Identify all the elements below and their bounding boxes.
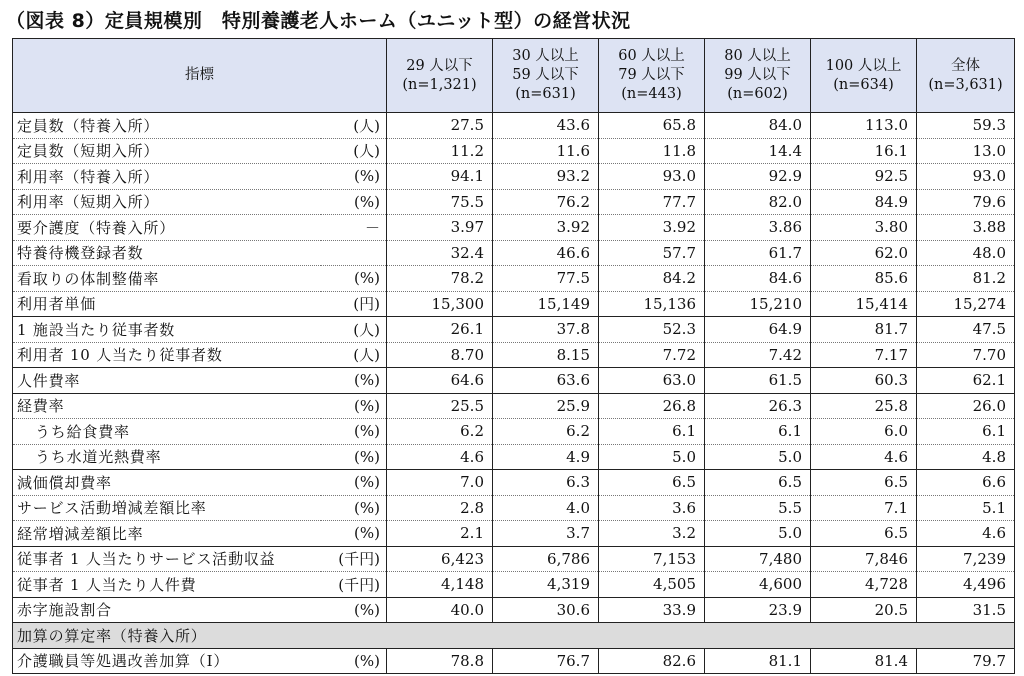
value-cell: 7,846 (811, 546, 917, 572)
value-cell: 7,480 (705, 546, 811, 572)
value-cell: 14.4 (705, 138, 811, 164)
value-cell: 27.5 (387, 113, 493, 139)
row-label: 従事者 1 人当たり人件費 (13, 572, 321, 598)
value-cell: 79.6 (917, 189, 1015, 215)
value-cell: 20.5 (811, 597, 917, 623)
value-cell: 76.2 (493, 189, 599, 215)
value-cell: 32.4 (387, 240, 493, 266)
value-cell: 11.8 (599, 138, 705, 164)
value-cell: 7.70 (917, 342, 1015, 368)
value-cell: 15,300 (387, 291, 493, 317)
value-cell: 65.8 (599, 113, 705, 139)
indicator-header: 指標 (13, 39, 387, 113)
value-cell: 64.9 (705, 317, 811, 343)
value-cell: 2.1 (387, 521, 493, 547)
value-cell: 113.0 (811, 113, 917, 139)
value-cell: 57.7 (599, 240, 705, 266)
value-cell: 25.5 (387, 393, 493, 419)
value-cell: 84.2 (599, 266, 705, 292)
row-label: 看取りの体制整備率 (13, 266, 321, 292)
table-row (13, 648, 1015, 674)
row-unit: (千円) (321, 572, 387, 598)
column-header-line: (n=1,321) (402, 76, 477, 93)
column-header (599, 39, 705, 113)
value-cell: 85.6 (811, 266, 917, 292)
table-row (13, 266, 1015, 292)
column-header (917, 39, 1015, 113)
row-unit: (%) (321, 189, 387, 215)
value-cell: 52.3 (599, 317, 705, 343)
row-unit: (人) (321, 113, 387, 139)
table-row (13, 138, 1015, 164)
row-unit: (千円) (321, 546, 387, 572)
value-cell: 11.2 (387, 138, 493, 164)
value-cell: 23.9 (705, 597, 811, 623)
value-cell: 26.1 (387, 317, 493, 343)
row-unit: (%) (321, 470, 387, 496)
value-cell: 43.6 (493, 113, 599, 139)
value-cell: 93.2 (493, 164, 599, 190)
value-cell: 4,496 (917, 572, 1015, 598)
value-cell: 7.1 (811, 495, 917, 521)
value-cell: 93.0 (917, 164, 1015, 190)
row-label: 従事者 1 人当たりサービス活動収益 (13, 546, 321, 572)
section-row (13, 623, 1015, 649)
row-label: 利用率（特養入所） (13, 164, 321, 190)
column-header (811, 39, 917, 113)
row-label: 介護職員等処遇改善加算（Ⅰ） (13, 648, 321, 674)
page-title: （図表 8）定員規模別 特別養護老人ホーム（ユニット型）の経営状況 (6, 10, 631, 32)
row-label: 特養待機登録者数 (13, 240, 321, 266)
table-row (13, 113, 1015, 139)
value-cell: 59.3 (917, 113, 1015, 139)
value-cell: 11.6 (493, 138, 599, 164)
table-row (13, 419, 1015, 445)
column-header-line: (n=602) (727, 86, 788, 102)
column-header-line: 30 人以上 (512, 48, 579, 64)
header-row (13, 39, 1015, 113)
value-cell: 15,136 (599, 291, 705, 317)
management-table (12, 38, 1015, 674)
table-row (13, 317, 1015, 343)
column-header-line: (n=3,631) (928, 76, 1003, 93)
column-header-line: 80 人以上 (724, 48, 791, 64)
value-cell: 81.2 (917, 266, 1015, 292)
table-row (13, 521, 1015, 547)
value-cell: 81.4 (811, 648, 917, 674)
value-cell: 92.9 (705, 164, 811, 190)
column-header-line: (n=634) (833, 76, 894, 93)
value-cell: 6.5 (599, 470, 705, 496)
value-cell: 25.8 (811, 393, 917, 419)
table-row (13, 470, 1015, 496)
value-cell: 84.0 (705, 113, 811, 139)
value-cell: 82.0 (705, 189, 811, 215)
row-label: 定員数（特養入所） (13, 113, 321, 139)
value-cell: 25.9 (493, 393, 599, 419)
column-header (387, 39, 493, 113)
value-cell: 13.0 (917, 138, 1015, 164)
table-row (13, 240, 1015, 266)
column-header-line: 全体 (951, 57, 980, 74)
table-row (13, 291, 1015, 317)
row-unit: (%) (321, 444, 387, 470)
value-cell: 6.5 (811, 470, 917, 496)
value-cell: 4.6 (917, 521, 1015, 547)
value-cell: 6.5 (811, 521, 917, 547)
column-header-line: 60 人以上 (618, 48, 685, 64)
value-cell: 3.86 (705, 215, 811, 241)
value-cell: 33.9 (599, 597, 705, 623)
value-cell: 2.8 (387, 495, 493, 521)
row-unit: (%) (321, 393, 387, 419)
value-cell: 81.7 (811, 317, 917, 343)
value-cell: 78.2 (387, 266, 493, 292)
row-unit: (%) (321, 495, 387, 521)
table-row (13, 189, 1015, 215)
value-cell: 77.5 (493, 266, 599, 292)
value-cell: 93.0 (599, 164, 705, 190)
value-cell: 6,786 (493, 546, 599, 572)
value-cell: 6.1 (599, 419, 705, 445)
row-label: 要介護度（特養入所） (13, 215, 321, 241)
value-cell: 3.80 (811, 215, 917, 241)
row-unit: (人) (321, 342, 387, 368)
value-cell: 5.0 (705, 444, 811, 470)
value-cell: 4.8 (917, 444, 1015, 470)
row-unit: (円) (321, 291, 387, 317)
value-cell: 3.92 (493, 215, 599, 241)
value-cell: 15,149 (493, 291, 599, 317)
value-cell: 92.5 (811, 164, 917, 190)
value-cell: 4,319 (493, 572, 599, 598)
row-unit: (人) (321, 138, 387, 164)
table-row (13, 495, 1015, 521)
row-label: 利用者 10 人当たり従事者数 (13, 342, 321, 368)
table-row (13, 164, 1015, 190)
row-unit: (%) (321, 419, 387, 445)
value-cell: 15,414 (811, 291, 917, 317)
row-unit: (%) (321, 368, 387, 394)
column-header-line: 79 人以下 (618, 67, 685, 83)
value-cell: 7,153 (599, 546, 705, 572)
value-cell: 5.5 (705, 495, 811, 521)
value-cell: 62.1 (917, 368, 1015, 394)
value-cell: 46.6 (493, 240, 599, 266)
value-cell: 7.42 (705, 342, 811, 368)
value-cell: 4.6 (811, 444, 917, 470)
value-cell: 6,423 (387, 546, 493, 572)
row-unit: (%) (321, 164, 387, 190)
column-header-line: 99 人以下 (724, 67, 791, 83)
value-cell: 4.6 (387, 444, 493, 470)
table-row (13, 215, 1015, 241)
value-cell: 63.6 (493, 368, 599, 394)
value-cell: 3.2 (599, 521, 705, 547)
value-cell: 5.0 (705, 521, 811, 547)
value-cell: 60.3 (811, 368, 917, 394)
row-unit: (%) (321, 648, 387, 674)
row-label: 利用者単価 (13, 291, 321, 317)
value-cell: 3.7 (493, 521, 599, 547)
value-cell: 8.15 (493, 342, 599, 368)
value-cell: 76.7 (493, 648, 599, 674)
row-unit: (%) (321, 521, 387, 547)
value-cell: 61.5 (705, 368, 811, 394)
row-label: 利用率（短期入所） (13, 189, 321, 215)
value-cell: 15,210 (705, 291, 811, 317)
value-cell: 84.6 (705, 266, 811, 292)
row-label: 経費率 (13, 393, 321, 419)
value-cell: 7.72 (599, 342, 705, 368)
value-cell: 77.7 (599, 189, 705, 215)
value-cell: 82.6 (599, 648, 705, 674)
row-label: 経常増減差額比率 (13, 521, 321, 547)
value-cell: 15,274 (917, 291, 1015, 317)
value-cell: 4.9 (493, 444, 599, 470)
value-cell: 84.9 (811, 189, 917, 215)
row-unit (321, 240, 387, 266)
table-row (13, 546, 1015, 572)
value-cell: 63.0 (599, 368, 705, 394)
value-cell: 4,600 (705, 572, 811, 598)
table-row (13, 393, 1015, 419)
value-cell: 75.5 (387, 189, 493, 215)
section-label: 加算の算定率（特養入所） (13, 623, 1015, 649)
row-label: 赤字施設割合 (13, 597, 321, 623)
value-cell: 6.3 (493, 470, 599, 496)
table-row (13, 368, 1015, 394)
row-label: 1 施設当たり従事者数 (13, 317, 321, 343)
value-cell: 31.5 (917, 597, 1015, 623)
value-cell: 6.2 (493, 419, 599, 445)
table-row (13, 342, 1015, 368)
value-cell: 6.0 (811, 419, 917, 445)
value-cell: 40.0 (387, 597, 493, 623)
column-header-line: 59 人以下 (512, 67, 579, 83)
value-cell: 8.70 (387, 342, 493, 368)
value-cell: 26.8 (599, 393, 705, 419)
row-label: 減価償却費率 (13, 470, 321, 496)
value-cell: 48.0 (917, 240, 1015, 266)
value-cell: 3.92 (599, 215, 705, 241)
value-cell: 61.7 (705, 240, 811, 266)
value-cell: 7,239 (917, 546, 1015, 572)
column-header (705, 39, 811, 113)
value-cell: 30.6 (493, 597, 599, 623)
row-unit: (人) (321, 317, 387, 343)
row-unit: － (321, 215, 387, 241)
row-label: サービス活動増減差額比率 (13, 495, 321, 521)
value-cell: 62.0 (811, 240, 917, 266)
row-unit: (%) (321, 597, 387, 623)
value-cell: 5.0 (599, 444, 705, 470)
value-cell: 26.0 (917, 393, 1015, 419)
row-label: うち給食費率 (13, 419, 321, 445)
table-row (13, 444, 1015, 470)
value-cell: 37.8 (493, 317, 599, 343)
value-cell: 47.5 (917, 317, 1015, 343)
value-cell: 4.0 (493, 495, 599, 521)
row-label: 人件費率 (13, 368, 321, 394)
row-unit: (%) (321, 266, 387, 292)
value-cell: 16.1 (811, 138, 917, 164)
column-header (493, 39, 599, 113)
value-cell: 3.97 (387, 215, 493, 241)
row-label: うち水道光熱費率 (13, 444, 321, 470)
value-cell: 4,148 (387, 572, 493, 598)
value-cell: 6.2 (387, 419, 493, 445)
value-cell: 3.6 (599, 495, 705, 521)
value-cell: 6.1 (917, 419, 1015, 445)
value-cell: 4,505 (599, 572, 705, 598)
value-cell: 3.88 (917, 215, 1015, 241)
value-cell: 7.17 (811, 342, 917, 368)
row-label: 定員数（短期入所） (13, 138, 321, 164)
table-row (13, 597, 1015, 623)
value-cell: 78.8 (387, 648, 493, 674)
table-body (13, 113, 1015, 674)
value-cell: 6.5 (705, 470, 811, 496)
value-cell: 4,728 (811, 572, 917, 598)
column-header-line: (n=631) (515, 86, 576, 102)
table-row (13, 572, 1015, 598)
column-header-line: (n=443) (621, 86, 682, 102)
value-cell: 6.6 (917, 470, 1015, 496)
value-cell: 64.6 (387, 368, 493, 394)
value-cell: 5.1 (917, 495, 1015, 521)
column-header-line: 100 人以上 (825, 57, 902, 74)
value-cell: 7.0 (387, 470, 493, 496)
value-cell: 26.3 (705, 393, 811, 419)
value-cell: 94.1 (387, 164, 493, 190)
column-header-line: 29 人以下 (406, 57, 473, 74)
value-cell: 81.1 (705, 648, 811, 674)
value-cell: 79.7 (917, 648, 1015, 674)
value-cell: 6.1 (705, 419, 811, 445)
